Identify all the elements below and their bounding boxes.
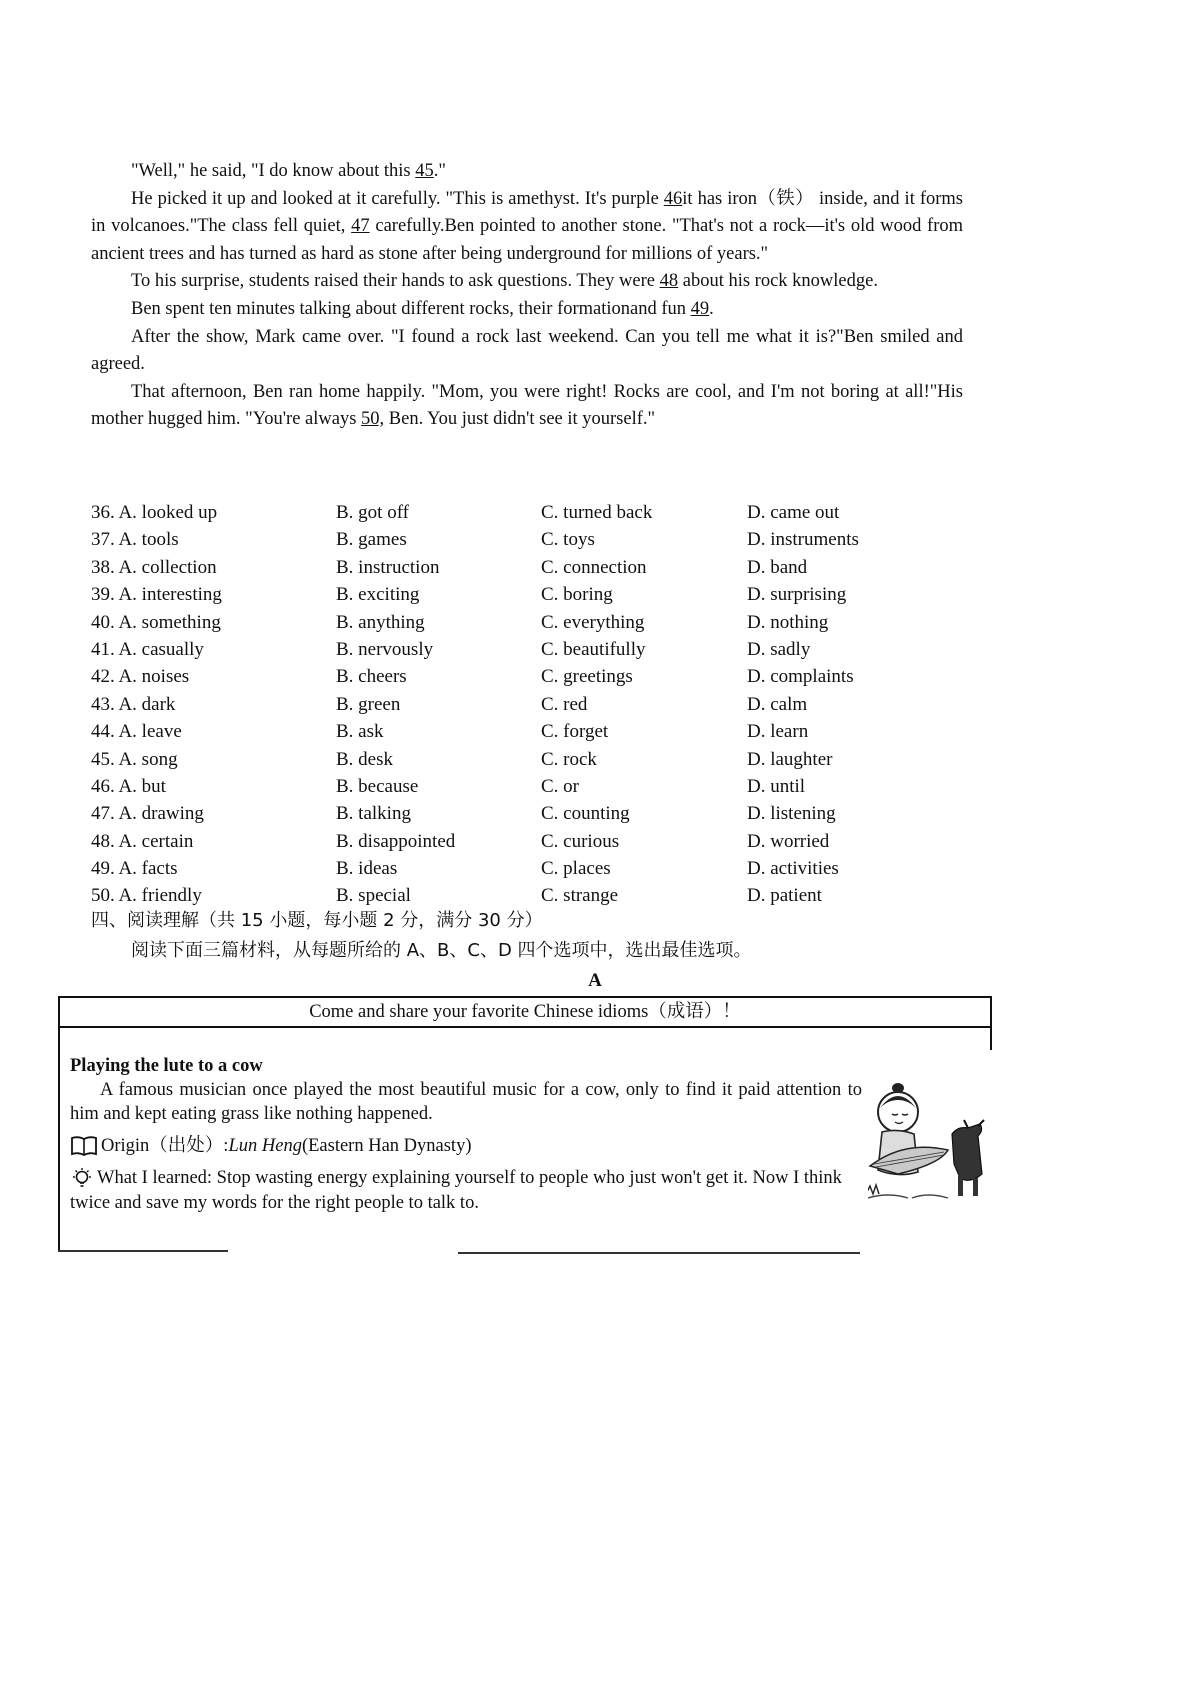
option-row [91,609,971,636]
option-a: 39. A. interesting [91,584,222,606]
open-book-icon [70,1135,98,1157]
option-a: 41. A. casually [91,638,204,660]
passage-text: "Well," he said, "I do know about this [131,161,416,181]
option-a: 45. A. song [91,748,178,770]
idiom-learned [70,1166,862,1215]
option-c: C. greetings [541,666,633,688]
lightbulb-icon [70,1167,94,1191]
option-b: B. got off [336,502,410,523]
option-d: D. listening [747,803,836,825]
option-d: D. complaints [747,666,854,688]
section-instruction: 阅读下面三篇材料，从每题所给的 A、B、C、D 四个选项中，选出最佳选项。 [131,940,752,961]
option-b: B. talking [336,803,411,825]
option-a: 36. A. looked up [91,502,218,523]
option-a: 37. A. tools [91,529,179,551]
blank-45: 45 [415,161,434,181]
option-d: D. laughter [747,748,833,770]
lute-cow-illustration [868,1074,998,1204]
option-row [91,636,971,663]
blank-46: 46 [663,188,683,209]
option-a: 49. A. facts [91,858,178,880]
passage-text: it has iron（铁） inside, and it forms in volcanoes."The class fell quiet, [91,188,963,237]
passage-paragraph [91,158,963,186]
option-d: D. activities [747,858,839,880]
option-row [91,828,971,855]
option-d: D. surprising [747,584,847,606]
box-border-right [990,1028,992,1050]
option-a: 40. A. something [91,611,221,633]
idiom-origin [70,1134,862,1158]
section-heading: 四、阅读理解（共 15 小题，每小题 2 分，满分 30 分） [91,910,543,931]
option-d: D. until [747,775,806,797]
passage-paragraph [91,296,963,324]
blank-47: 47 [351,216,370,237]
passage-text: After the show, Mark came over. "I found a rock last weekend. Can you tell me what it is?"Ben smiled and agreed. [91,326,963,375]
reading-section-header [91,906,971,966]
option-a: 43. A. dark [91,693,176,715]
option-c: C. toys [541,529,595,551]
option-a: 47. A. drawing [91,803,204,825]
passage-paragraph [91,324,963,379]
passage-paragraph [91,379,963,434]
option-c: C. red [541,693,588,715]
option-c: C. curious [541,830,620,852]
idiom-description: A famous musician once played the most beautiful music for a cow, only to find it paid attention to him and kept eating grass like nothing happened. [70,1080,862,1124]
option-d: D. calm [747,693,808,715]
passage-text: To his surprise, students raised their hands to ask questions. They were [131,271,660,292]
blank-50: 50, [361,409,385,430]
option-c: C. counting [541,803,630,825]
option-a: 42. A. noises [91,666,190,688]
option-b: B. cheers [336,666,407,688]
option-b: B. because [336,775,419,797]
option-c: C. connection [541,556,647,578]
option-d: D. worried [747,830,830,852]
box-title: Come and share your favorite Chinese idioms（成语）！ [58,996,992,1028]
option-c: C. everything [541,611,645,633]
option-a: 50. A. friendly [91,885,202,907]
option-b: B. instruction [336,556,440,578]
option-c: C. turned back [541,502,653,523]
option-d: D. nothing [747,611,829,633]
passage-text: . [709,298,714,319]
option-c: C. rock [541,748,597,770]
option-b: B. ideas [336,858,398,880]
box-border-left [58,1028,60,1251]
option-b: B. green [336,693,401,715]
option-row [91,855,971,882]
option-c: C. beautifully [541,638,646,660]
answer-options [91,499,971,910]
option-row [91,773,971,800]
option-b: B. ask [336,721,384,743]
option-row [91,800,971,827]
blank-49: 49 [690,298,710,319]
passage-text: Ben. You just didn't see it yourself." [384,409,656,430]
option-b: B. special [336,885,411,907]
option-b: B. nervously [336,638,434,660]
passage-text: about his rock knowledge. [678,271,878,292]
option-d: D. sadly [747,638,811,660]
option-a: 38. A. collection [91,556,217,578]
option-d: D. band [747,556,808,578]
option-c: C. boring [541,584,613,606]
option-b: B. anything [336,611,425,633]
option-row [91,554,971,581]
idiom-title: Playing the lute to a cow [70,1056,263,1076]
option-a: 46. A. but [91,775,166,797]
option-row [91,663,971,690]
option-a: 44. A. leave [91,721,182,743]
origin-dynasty: (Eastern Han Dynasty) [301,1136,472,1156]
option-b: B. games [336,529,407,551]
idiom-card [70,1054,862,1215]
option-a: 48. A. certain [91,830,194,852]
passage-text: He picked it up and looked at it carefully. "This is amethyst. It's purple [131,188,664,209]
option-c: C. strange [541,885,619,907]
option-c: C. places [541,858,611,880]
origin-book: Lun Heng [228,1136,302,1156]
passage-text: That afternoon, Ben ran home happily. "Mom, you were right! Rocks are cool, and I'm not boring at all!"His mother hugged him. "You're always [91,381,963,430]
option-row [91,581,971,608]
option-row [91,746,971,773]
option-b: B. desk [336,748,393,770]
option-b: B. exciting [336,584,420,606]
box-border-bottom [58,1250,228,1252]
passage-text: Ben spent ten minutes talking about different rocks, their formationand fun [131,298,691,319]
passage-text: ." [433,161,446,181]
option-c: C. forget [541,721,609,743]
cloze-passage [91,158,963,434]
passage-paragraph [91,268,963,296]
option-row [91,499,971,526]
option-row [91,526,971,553]
option-b: B. disappointed [336,830,456,852]
option-d: D. learn [747,721,809,743]
origin-label: Origin（出处）: [101,1136,229,1156]
passage-letter: A [588,970,602,991]
option-d: D. came out [747,502,840,523]
learned-text: What I learned: Stop wasting energy explaining yourself to people who just won't get it. Now I think twice and save my words for the right people to talk to. [70,1168,842,1213]
passage-paragraph [91,186,963,269]
option-c: C. or [541,775,579,797]
option-d: D. instruments [747,529,859,551]
option-d: D. patient [747,885,822,907]
box-border-bottom [458,1252,860,1254]
blank-48: 48 [659,271,679,292]
passage-text: carefully.Ben pointed to another stone. "That's not a rock—it's old wood from ancient trees and has turned as hard as stone after being underground for millions of years." [91,216,963,264]
option-row [91,691,971,718]
option-row [91,718,971,745]
